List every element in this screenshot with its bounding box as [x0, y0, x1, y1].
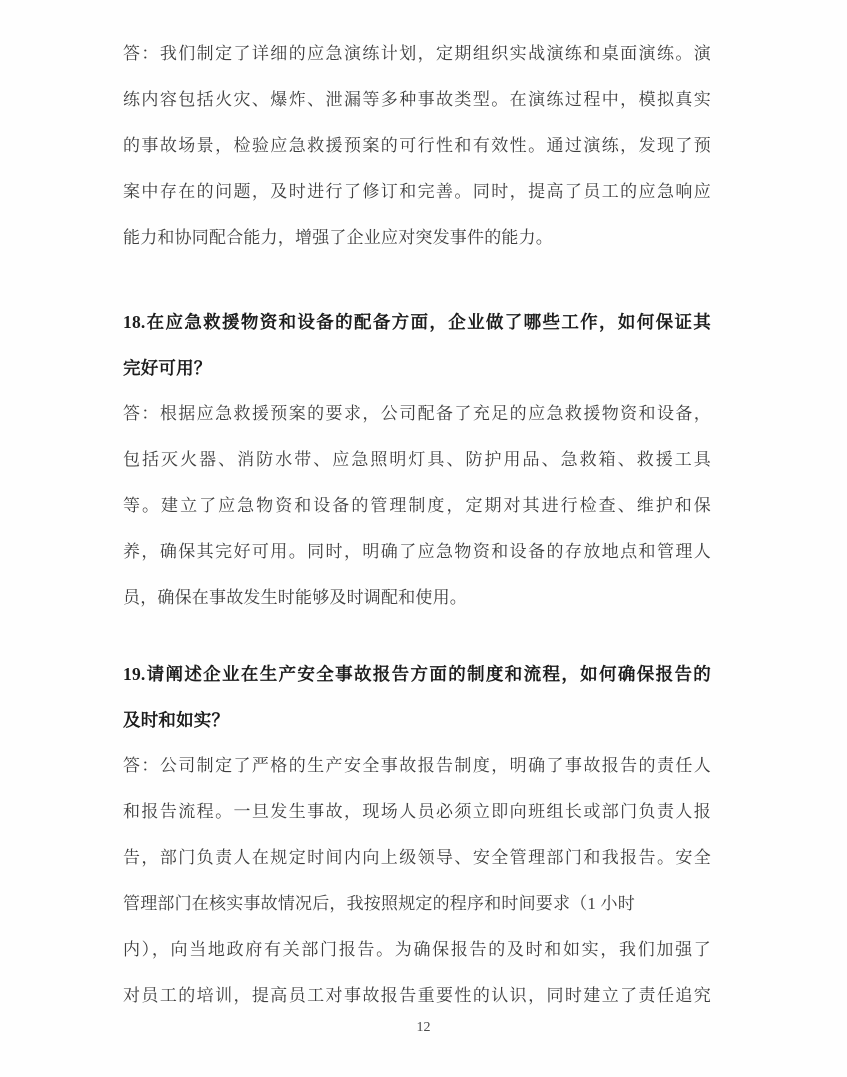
text-line: 管理部门在核实事故情况后，我按照规定的程序和时间要求（1 小时 [123, 894, 635, 913]
heading-line: 19.请阐述企业在生产安全事故报告方面的制度和流程，如何确保报告的 [123, 664, 711, 684]
paragraph-answer-18 [123, 391, 711, 621]
text-line: 答：公司制定了严格的生产安全事故报告制度，明确了事故报告的责任人 [123, 756, 711, 775]
text-line: 对员工的培训，提高员工对事故报告重要性的认识，同时建立了责任追究 [123, 986, 711, 1005]
paragraph-answer-17 [123, 31, 711, 261]
text-line: 等。建立了应急物资和设备的管理制度，定期对其进行检查、维护和保 [123, 496, 711, 515]
text-column [123, 31, 711, 1019]
text-line: 答：我们制定了详细的应急演练计划，定期组织实战演练和桌面演练。演 [123, 44, 711, 63]
text-line: 和报告流程。一旦发生事故，现场人员必须立即向班组长或部门负责人报 [123, 802, 711, 821]
text-line: 员，确保在事故发生时能够及时调配和使用。 [123, 588, 467, 607]
text-line: 答：根据应急救援预案的要求，公司配备了充足的应急救援物资和设备， [123, 404, 711, 423]
text-line: 内），向当地政府有关部门报告。为确保报告的及时和如实，我们加强了 [123, 940, 711, 959]
text-line: 能力和协同配合能力，增强了企业应对突发事件的能力。 [123, 228, 553, 247]
heading-line: 及时和如实？ [123, 710, 230, 730]
heading-question-19 [123, 651, 711, 743]
paragraph-answer-19 [123, 743, 711, 1019]
text-line: 包括灭火器、消防水带、应急照明灯具、防护用品、急救箱、救援工具 [123, 450, 711, 469]
heading-line: 完好可用？ [123, 358, 212, 378]
text-line: 告，部门负责人在规定时间内向上级领导、安全管理部门和我报告。安全 [123, 848, 711, 867]
text-line: 案中存在的问题，及时进行了修订和完善。同时，提高了员工的应急响应 [123, 182, 711, 201]
page-number: 12 [416, 1020, 431, 1035]
text-line: 的事故场景，检验应急救援预案的可行性和有效性。通过演练，发现了预 [123, 136, 711, 155]
text-line: 练内容包括火灾、爆炸、泄漏等多种事故类型。在演练过程中，模拟真实 [123, 90, 711, 109]
heading-question-18 [123, 299, 711, 391]
text-line: 养，确保其完好可用。同时，明确了应急物资和设备的存放地点和管理人 [123, 542, 711, 561]
heading-line: 18.在应急救援物资和设备的配备方面，企业做了哪些工作，如何保证其 [123, 312, 711, 332]
